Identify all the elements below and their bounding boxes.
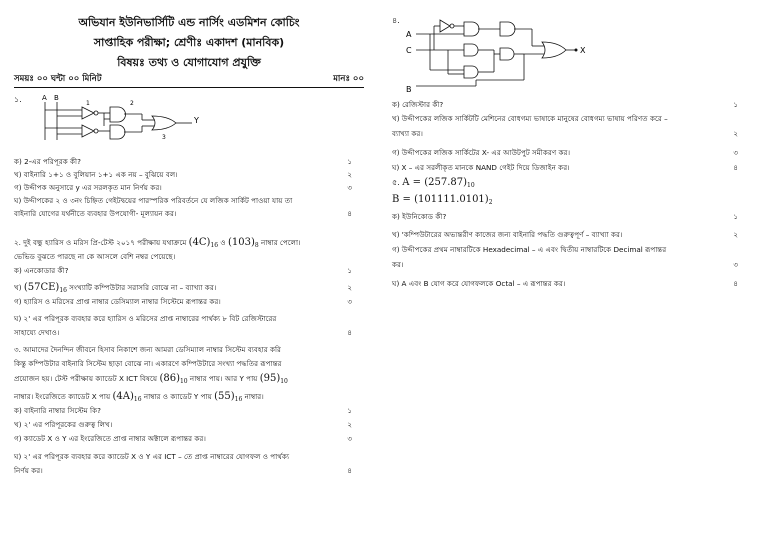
cadet-y-ict-base: 10: [280, 378, 288, 385]
and-word: ও: [220, 238, 226, 247]
svg-text:B: B: [406, 85, 412, 94]
mark-value: ৩: [733, 260, 738, 269]
question-line: ভেভিড বুঝতে পারছে না কে আসলে বেশি নম্বর পেয়েছে।: [14, 252, 176, 261]
question-line: [14, 283, 216, 296]
hex-number: [24, 282, 67, 293]
mark-value: ৪: [347, 466, 352, 475]
cadet-x-eng: [113, 391, 142, 402]
question-line: ৩. আমাদের দৈনন্দিন জীবনে হিসাব নিকাশে জন্য আমরা ডেসিম্যাল নাম্বার সিস্টেম ব্যবহার করি: [14, 345, 281, 354]
question-line: [14, 392, 264, 405]
svg-text:A: A: [42, 94, 47, 102]
question-line: [14, 238, 301, 251]
question-1-number: ১.: [14, 95, 22, 104]
question-5-a: [392, 178, 475, 191]
mark-value: ১: [733, 212, 738, 221]
time-label: সময়ঃ ০০ ঘন্টা ০০ মিনিট: [14, 74, 102, 84]
logic-circuit-2: [404, 14, 594, 94]
q3-end: নাম্বার।: [244, 392, 264, 401]
cadet-y-eng-value: (55): [214, 391, 235, 402]
mark-value: ১: [733, 100, 738, 109]
question-line: খ) ২' এর পরিপূরকের গুরুত্ব লিখ।: [14, 420, 113, 429]
question-2-tail: নাম্বার পেলো।: [261, 238, 301, 247]
question-5-b: [392, 195, 493, 208]
cadet-x-ict: [159, 373, 187, 384]
cadet-y-ict-value: (95): [259, 373, 281, 384]
svg-text:X: X: [580, 46, 586, 55]
number-a: [402, 177, 474, 188]
mark-value: ১: [347, 157, 352, 166]
logic-circuit-1: [42, 92, 212, 148]
mark-value: ৪: [733, 163, 738, 172]
question-line: ঘ) উদ্দীপকের ২ ও ৩নং চিহ্নিত গেইটদ্বয়ের পারস্পরিক পরিবর্তনে যে লজিক সার্কিট পাওয়া যায় তা: [14, 196, 293, 205]
q2b-prefix: খ): [14, 283, 22, 292]
cadet-x-ict-value: (86): [159, 373, 180, 384]
morris-number-value: (103): [227, 237, 255, 248]
question-line: খ) উদ্দীপকের লজিক সার্কিটটি মেশিনের বোধগম্য ভাষাকে মানুষের বোধগম্য ভাষায় পরিণত করে –: [392, 114, 668, 123]
header-divider: [14, 87, 364, 88]
mark-value: ৪: [733, 279, 738, 288]
question-line: গ) ক্যাডেট X ও Y এর ইংরেজিতে প্রাপ্ত নাম্বার অক্টালে রূপান্তর কর।: [14, 434, 206, 443]
mark-value: ২: [347, 283, 352, 292]
question-line: গ) উদ্দীপকের প্রথম নাম্বারটিকে Hexadecimal – এ এবং দ্বিতীয় নাম্বারটিকে Decimal রূপান্তর: [392, 245, 667, 254]
question-line: ক) 2-এর পরিপূরক কী?: [14, 157, 81, 166]
question-line: খ) 'কম্পিউটারের অভ্যন্তরীণ কাজের জন্য বাইনারি পদ্ধতি গুরুত্বপূর্ণ – ব্যাখ্যা কর।: [392, 230, 623, 239]
question-line: গ) উদ্দীপক অনুসারে y এর সরলকৃত মান নির্ণয় কর।: [14, 183, 162, 192]
number-a-value: A = (257.87): [402, 177, 468, 188]
institute-title: অভিযান ইউনিভার্সিটি এন্ড নার্সিং এডমিশন কোচিং: [78, 16, 300, 29]
hex-number-base: 16: [59, 287, 67, 294]
question-line: খ) বাইনারি ১+১ ও বুলিয়ান ১+১ এক নয় – বুঝিয়ে বল।: [14, 170, 178, 179]
question-line: ঘ) X – এর সরলীকৃত মানকে NAND গেইট দিয়ে ডিজাইন কর।: [392, 163, 570, 172]
svg-text:2: 2: [130, 100, 134, 107]
mark-value: ২: [347, 420, 352, 429]
q5-number: ৫.: [392, 178, 400, 187]
subject-title: বিষয়ঃ তথ্য ও যোগাযোগ প্রযুক্তি: [117, 56, 261, 69]
question-line: সাহায্যে দেখাও।: [14, 328, 60, 337]
mark-value: ২: [347, 170, 352, 179]
question-line: ঘ) A এবং B যোগ করে যোগফলকে Octal – এ রূপান্তর কর।: [392, 279, 566, 288]
mark-value: ৩: [347, 434, 352, 443]
mark-value: ৪: [347, 209, 352, 218]
question-line: ক) এনকোডার কী?: [14, 266, 69, 275]
cadet-y-eng-base: 16: [234, 396, 243, 403]
mark-value: ৪: [347, 328, 352, 337]
q3-mid2: নাম্বার ও ক্যাডেট Y পায়: [143, 392, 212, 401]
question-line: গ) হ্যারিস ও মরিসের প্রাপ্ত নাম্বার ডেসিম্যাল নাম্বার সিস্টেমে রূপান্তর কর।: [14, 297, 221, 306]
question-line: কিন্তু কম্পিউটার বাইনারি সিস্টেম ছাড়া বোঝে না। একারণে কম্পিউটারে সংখ্যা পদ্ধতির রূপান্তর: [14, 359, 282, 368]
mark-value: ৩: [347, 183, 352, 192]
harris-number: [189, 237, 218, 248]
cadet-y-ict: [260, 373, 288, 384]
q3-text-b: নাম্বার। ইংরেজিতে ক্যাডেট X পায়: [14, 392, 111, 401]
question-line: ক) ইউনিকোড কী?: [392, 212, 447, 221]
number-b-value: B = (101111.0101): [392, 194, 489, 205]
mark-value: ২: [733, 129, 738, 138]
mark-value: ১: [347, 406, 352, 415]
question-line: ক) বাইনারি নাম্বার সিস্টেম কি?: [14, 406, 101, 415]
q2b-text: সংখ্যাটি কম্পিউটার সরাসরি বোঝে না – ব্যাখ্যা কর।: [69, 283, 217, 292]
morris-number-base: 8: [254, 242, 259, 249]
number-b-base: 2: [488, 199, 493, 206]
svg-text:C: C: [406, 46, 412, 55]
hex-number-value: (57CE): [23, 282, 60, 293]
number-b: [392, 194, 493, 205]
svg-text:A: A: [406, 30, 412, 39]
svg-text:B: B: [54, 94, 59, 102]
cadet-y-eng: [214, 391, 242, 402]
question-line: কর।: [392, 260, 404, 269]
marks-label: মানঃ ০০: [333, 74, 364, 84]
question-line: ঘ) ২' এর পরিপূরক ব্যবহার করে ক্যাডেট X ও Y এর ICT – তে প্রাপ্ত নাম্বারের যোগফল ও পার্থক্য: [14, 452, 290, 461]
q3-text-a: প্রয়োজন হয়। টেস্ট পরীক্ষায় ক্যাডেট X ICT বিষয়ে: [14, 374, 158, 383]
question-line: ব্যাখ্যা কর।: [392, 129, 423, 138]
svg-text:3: 3: [162, 134, 166, 141]
cadet-x-eng-base: 16: [133, 396, 142, 403]
mark-value: ১: [347, 266, 352, 275]
question-line: বাইনারি যোগের যর্থনীতে ব্যবহার উপযোগী- মূল্যায়ন কর।: [14, 209, 177, 218]
mark-value: ২: [733, 230, 738, 239]
harris-number-base: 16: [210, 242, 219, 249]
number-a-base: 10: [467, 182, 475, 189]
q3-mid: নাম্বার পায়। আর Y পায়: [189, 374, 258, 383]
morris-number: [228, 237, 259, 248]
question-line: ঘ) ২' এর পরিপূরক ব্যবহার করে হ্যারিস ও মরিসের প্রাপ্ত নাম্বারের পার্থক্য ৮ বিট রেজিস্টারের: [14, 314, 277, 323]
cadet-x-eng-value: (4A): [112, 391, 134, 402]
harris-number-value: (4C): [188, 237, 211, 248]
svg-text:1: 1: [86, 100, 90, 107]
svg-text:Y: Y: [194, 116, 199, 125]
question-line: ক) রেজিস্টার কী?: [392, 100, 444, 109]
question-line: [14, 374, 288, 387]
question-4-number: ৪.: [392, 16, 400, 25]
question-2-text: ২. দুই বন্ধু হ্যারিস ও মরিস প্রি-টেস্ট ২০১৭ পরীক্ষায় যথাক্রমে: [14, 238, 187, 247]
question-line: গ) উদ্দীপকের লজিক সার্কিটের X- এর আউটপুট সমীকরণ কর।: [392, 148, 571, 157]
cadet-x-ict-base: 10: [179, 378, 188, 385]
exam-title: সাপ্তাহিক পরীক্ষা; শ্রেণীঃ একাদশ (মানবিক): [93, 36, 285, 49]
mark-value: ৩: [347, 297, 352, 306]
mark-value: ৩: [733, 148, 738, 157]
question-line: নির্ণয় কর।: [14, 466, 43, 475]
